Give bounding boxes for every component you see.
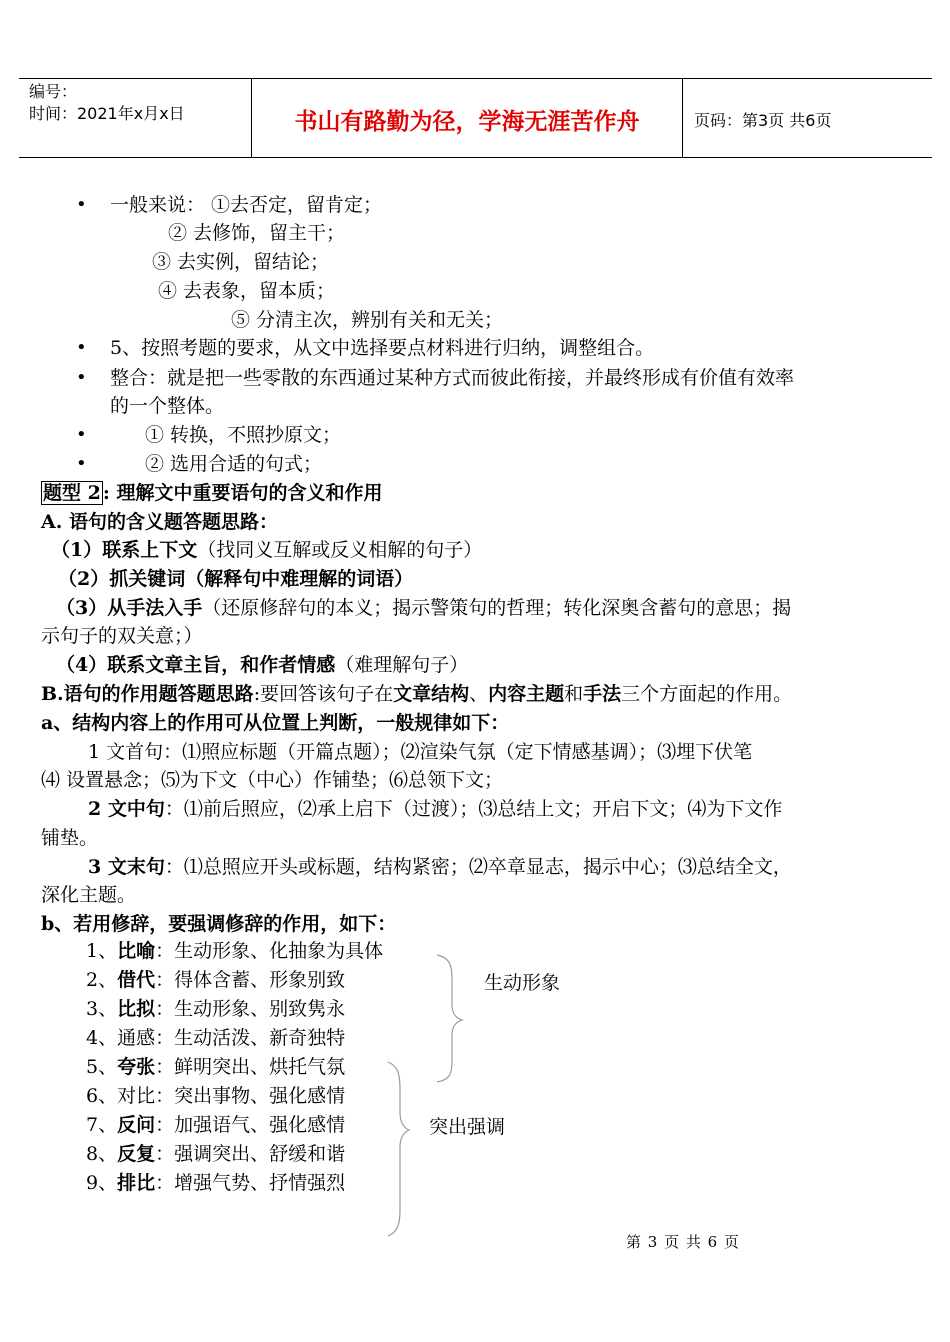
rule-3: ③ 去实例，留结论； — [152, 251, 330, 273]
first-sentence-cont: ⑷ 设置悬念；⑸为下文（中心）作铺垫；⑹总领下文； — [41, 769, 504, 791]
rhetoric-number: 7、 — [86, 1114, 118, 1136]
end-sentence-cont: 深化主题。 — [41, 884, 137, 906]
method-2: （2）抓关键词（解释句中难理解的词语） — [58, 568, 414, 590]
rhetoric-effect: ：得体含蓄、形象别致 — [155, 969, 346, 991]
bullet: • — [76, 453, 87, 474]
rhetoric-effect: ：生动活泼、新奇独特 — [155, 1027, 346, 1049]
rhetoric-device: 夸张 — [117, 1056, 156, 1078]
rhetoric-number: 3、 — [86, 998, 118, 1020]
rhetoric-effect: ：加强语气、强化感情 — [155, 1114, 346, 1136]
rule-4: ④ 去表象，留本质； — [158, 280, 336, 302]
method-1-desc: （找同义互解或反义相解的句子） — [197, 539, 483, 561]
function-heading-text: :要回答该句子在 — [253, 683, 394, 705]
bullet-integrate: 整合：就是把一些零散的东西通过某种方式而彼此衔接，并最终形成有价值有效率 — [110, 367, 795, 389]
emphasis-brace — [388, 1062, 409, 1236]
rhetoric-device: 排比 — [117, 1172, 156, 1194]
bullet-point5: 5、按照考题的要求，从文中选择要点材料进行归纳，调整组合。 — [110, 337, 655, 359]
rhetoric-device: 比拟 — [117, 998, 156, 1020]
rhetoric-effect: ：强调突出、舒缓和谐 — [155, 1143, 346, 1165]
keyword-technique: 手法 — [583, 683, 622, 705]
end-sentence-label: 3 文末句 — [88, 856, 165, 878]
page-indicator: 页码：第3页 共6页 — [694, 111, 832, 130]
rhetoric-effect: ：生动形象、别致隽永 — [155, 998, 346, 1020]
first-sentence-label: 1 文首句 — [88, 741, 164, 763]
vivid-brace — [437, 955, 462, 1082]
bullet: • — [76, 337, 87, 358]
method-3-cont: 示句子的双关意；） — [41, 625, 203, 647]
middle-sentence-text: ：⑴前后照应，⑵承上启下（过渡）；⑶总结上文；开启下文；⑷为下文作 — [164, 798, 783, 820]
header-motto: 书山有路勤为径，学海无涯苦作舟 — [294, 109, 640, 135]
number-label: 编号： — [29, 82, 78, 101]
meaning-heading: A. 语句的含义题答题思路： — [41, 511, 278, 533]
end-sentence-text: ：⑴总照应开头或标题，结构紧密；⑵卒章显志，揭示中心；⑶总结全文， — [164, 856, 792, 878]
rhetoric-number: 1、 — [86, 940, 118, 962]
bullet-sentence: ② 选用合适的句式； — [145, 453, 323, 475]
bullet-integrate-cont: 的一个整体。 — [110, 395, 225, 417]
rhetoric-device: 借代 — [117, 969, 156, 991]
bullet-convert: ① 转换，不照抄原文； — [145, 424, 342, 446]
function-heading-key: B.语句的作用题答题思路 — [41, 683, 254, 705]
keyword-theme: 内容主题 — [488, 683, 565, 705]
bullet: • — [76, 194, 87, 215]
rhetoric-device: 反问 — [117, 1114, 156, 1136]
rhetoric-device: 比喻 — [117, 940, 156, 962]
rhetoric-number: 2、 — [86, 969, 118, 991]
rhetoric-effect: ：生动形象、化抽象为具体 — [155, 940, 384, 962]
rhetoric-effect: ：增强气势、抒情强烈 — [155, 1172, 346, 1194]
rhetoric-device: 对比 — [117, 1085, 156, 1107]
group-vivid-label: 生动形象 — [484, 972, 561, 994]
method-3-key: （3）从手法入手 — [56, 597, 203, 619]
rule-2: ② 去修饰，留主干； — [168, 222, 346, 244]
bullet-general: 一般来说： ①去否定，留肯定； — [110, 194, 383, 216]
function-heading-tail: 三个方面起的作用。 — [621, 683, 793, 705]
middle-sentence-cont: 铺垫。 — [41, 827, 99, 849]
rhetoric-number: 9、 — [86, 1172, 118, 1194]
bullet: • — [76, 367, 87, 388]
middle-sentence-label: 2 文中句 — [88, 798, 165, 820]
function-heading-and: 和 — [564, 683, 584, 705]
first-sentence-text: ：⑴照应标题（开篇点题）；⑵渲染气氛（定下情感基调）；⑶埋下伏笔 — [163, 741, 753, 763]
method-4-key: （4）联系文章主旨，和作者情感 — [56, 654, 336, 676]
rhetoric-effect: ：鲜明突出、烘托气氛 — [155, 1056, 346, 1078]
rhetoric-number: 6、 — [86, 1085, 118, 1107]
rhetoric-effect: ：突出事物、强化感情 — [155, 1085, 346, 1107]
time-label: 时间：2021年x月x日 — [29, 104, 185, 123]
rhetoric-heading: b、若用修辞，要强调修辞的作用，如下： — [41, 913, 397, 935]
method-3-desc: （还原修辞句的本义；揭示警策句的哲理；转化深奥含蓄句的意思；揭 — [202, 597, 792, 619]
structure-rule: a、结构内容上的作用可从位置上判断，一般规律如下： — [41, 712, 510, 734]
method-1-key: （1）联系上下文 — [51, 539, 198, 561]
rhetoric-number: 8、 — [86, 1143, 118, 1165]
keyword-structure: 文章结构 — [393, 683, 470, 705]
section-title: : 理解文中重要语句的含义和作用 — [102, 482, 383, 504]
method-4-desc: （难理解句子） — [335, 654, 469, 676]
bullet: • — [76, 424, 87, 445]
group-emphasis-label: 突出强调 — [429, 1116, 506, 1138]
rhetoric-number: 4、 — [86, 1027, 118, 1049]
question-type-tag: 题型 2 — [43, 482, 101, 504]
rule-5: ⑤ 分清主次，辨别有关和无关； — [231, 309, 504, 331]
rhetoric-device: 反复 — [117, 1143, 156, 1165]
rhetoric-device: 通感 — [117, 1027, 156, 1049]
rhetoric-number: 5、 — [86, 1056, 118, 1078]
function-heading-sep: 、 — [469, 683, 489, 705]
page-footer: 第 3 页 共 6 页 — [626, 1233, 740, 1251]
